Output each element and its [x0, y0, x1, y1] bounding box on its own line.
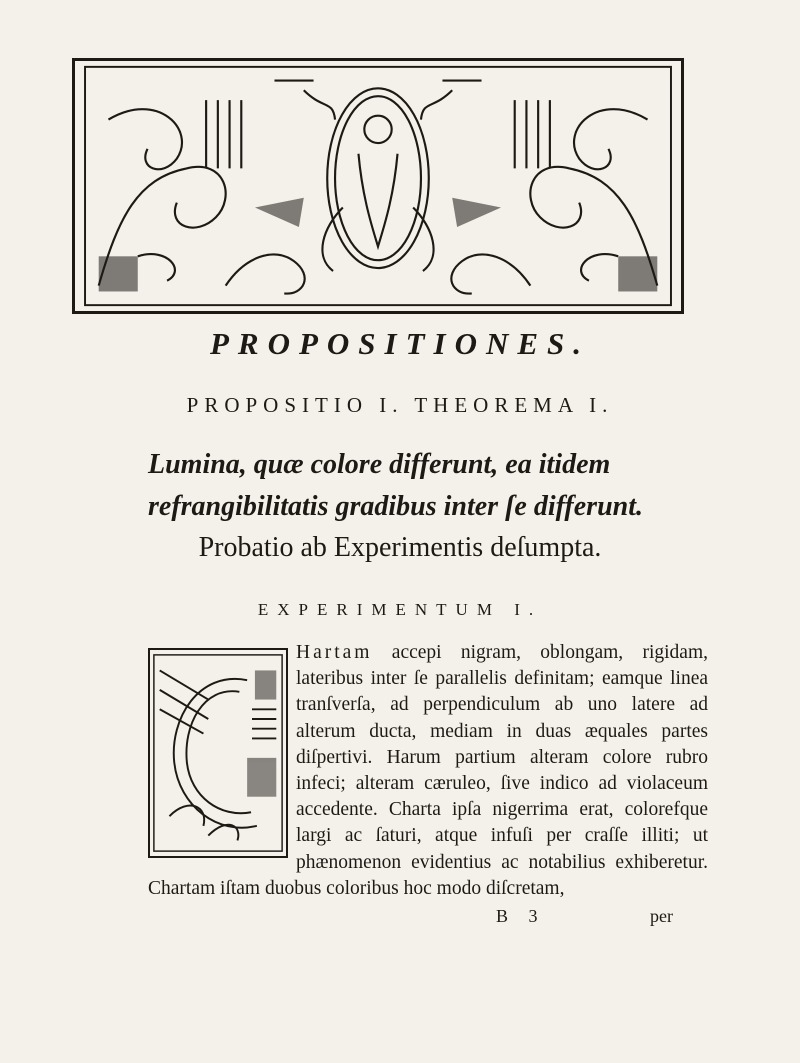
ornamental-headpiece-figure-icon — [75, 61, 681, 311]
theorem-statement: Lumina, quæ colore differunt, ea itidem refrangibilitatis gradibus inter ſe differunt. — [148, 449, 643, 522]
experiment-heading: EXPERIMENTUM I. — [257, 600, 543, 619]
page-title: PROPOSITIONES. — [209, 326, 591, 361]
decorated-initial-C-icon — [150, 650, 286, 856]
probatio-heading: Probatio ab Experimentis deſumpta. — [198, 532, 602, 563]
headpiece-ornament — [72, 58, 684, 314]
signature-mark: B 3 — [496, 906, 546, 926]
catchword: per — [650, 906, 673, 926]
paragraph-lead-word: Hartam — [296, 642, 373, 663]
proposition-subtitle: PROPOSITIO I. THEOREMA I. — [186, 393, 614, 417]
decorated-initial — [148, 648, 288, 858]
paragraph-text: accepi nigram, oblongam, rigidam, lateribus inter ſe parallelis definitam; eamque linea tranſverſa, ad perpendiculum ab uno latere ad alterum ducta, mediam in duas æquales partes diſpertivi. Harum partium alteram colore rubro infeci; alteram cæruleo, ſive indico ad violaceum accedente. Charta ipſa nigerrima erat, colorefque largi ac ſaturi, atque infuſi per craſſe illiti; ut phænomenon evidentius ac notabilius exhiberetur. Chartam iſtam duobus coloribus hoc modo diſcretam, — [148, 642, 708, 899]
